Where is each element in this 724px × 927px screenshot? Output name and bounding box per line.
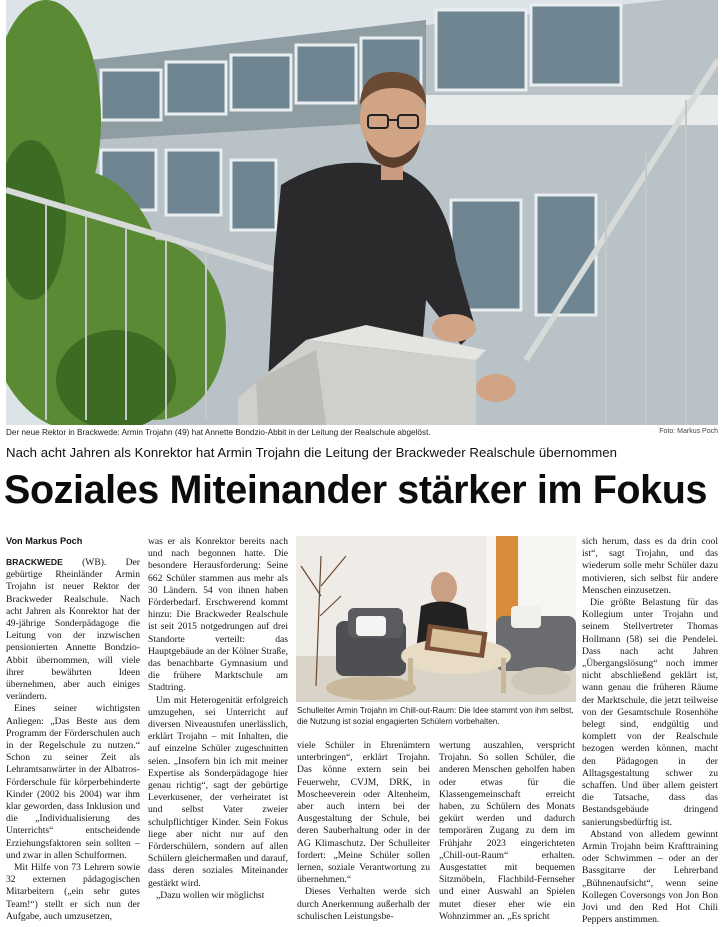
photo-caption: Der neue Rektor in Brackwede: Armin Trojahn (49) hat Annette Bondzio-Abbit in der Leitung der Realschule abgelöst.	[6, 428, 431, 437]
paragraph: Um mit Heterogenität erfolgreich umzugehen, sei Unterricht auf diversen Niveaustufen unerlässlich, erklärt Trojahn – mit Inhalten, die auf einzelne Schüler zugeschnitten seien. „Insofern bin ich mit meiner Expertise als Sonderpädagoge hier genau richtig“, sagt der gebürtige Leverkusener, der verheiratet ist und selbst Vater zweier schulpflichtiger Kinder. Sein Fokus liege aber nicht nur auf den Förderschülern, sondern auf allen Schülern gleichermaßen und darauf, dass deren soziales Miteinander gestärkt wird.	[148, 694, 288, 889]
inline-photo-caption: Schulleiter Armin Trojahn im Chill-out-Raum: Die Idee stammt von ihm selbst, die Nutzung ist sozial engagierten Schülern vorbehalten.	[297, 706, 574, 726]
paragraph: Dieses Verhalten werde sich durch Anerkennung außerhalb der schulischen Leistungsbe-	[297, 886, 430, 922]
paragraph: „Dazu wollen wir möglichst	[156, 889, 265, 901]
paragraph: viele Schüler in Ehrenämtern unterbringen“, erklärt Trojahn. Das könne extern sein bei Feuerwehr, CVJM, DRK, in Moscheeverein oder Altenheim, aber auch intern bei der Ausgestaltung der Schule, bei deren Sauberhaltung oder in der AG Klimaschutz. Der Schulleiter fordert: „Meine Schüler sollen lernen, soziale Verantwortung zu übernehmen.“	[297, 740, 430, 886]
main-photo	[6, 0, 718, 425]
article-column-5	[582, 536, 718, 927]
photo-credit: Foto: Markus Poch	[659, 428, 718, 435]
article-column-1	[6, 556, 140, 923]
article-column-4	[439, 740, 575, 923]
paragraph: Abstand von alledem gewinnt Armin Trojahn beim Krafttraining oder Schwimmen – oder an der Bassgitarre der Lehrerband „Bühnenaufsicht“, wenn seine Kollegen Coversongs von Jon Bon Jovi und den Red Hot Chili Peppers anstimmen.	[582, 828, 718, 926]
paragraph: Die größte Belastung für das Kollegium unter Trojahn und seinem Stellvertreter Thomas Hollmann (58) sei die Pendelei. Dass nach acht Jahren „Übergangslösung“ noch immer nicht abschließend geklärt ist, wann genau die früheren Räume der Marktschule, die jetzt teilweise von der Gesamtschule Rosenhöhe belegt sind, endgültig und komplett von der Realschule bezogen werden können, macht den Pädagogen in der Alltagsgestaltung schwer zu schaffen. Und über allem geistert die Tatsache, dass das Bestandsgebäude dringend sanierungsbedürftig ist.	[582, 597, 718, 828]
headline: Soziales Miteinander stärker im Fokus	[4, 468, 708, 512]
byline: Von Markus Poch	[6, 536, 83, 546]
paragraph: was er als Konrektor bereits nach und nach begonnen hatte. Die besondere Herausforderung: Seine 662 Schüler stammen aus mehr als 30 Ländern. 54 von ihnen haben Förderbedarf. Erschwerend kommt hinzu: Die Brackweder Realschule ist seit 2015 notgedrungen auf drei Standorte verteilt: das Hauptgebäude an der Kölner Straße, das benachbarte Gymnasium und die frühere Marktschule am Stadtring.	[148, 536, 288, 694]
inline-photo	[296, 536, 576, 702]
article-column-3	[297, 740, 430, 923]
paragraph: wertung auszahlen, verspricht Trojahn. So sollen Schüler, die anderen Menschen geholfen haben oder etwas für die Klassengemeinschaft erreicht haben, zu Schülern des Monats gekürt werden und dadurch temporären Zugang zu dem im Frühjahr 2023 eingerichteten „Chill-out-Raum“ erhalten. Ausgestattet mit bequemen Sitzmöbeln, Flachbild-Fernseher und einer Auswahl an Spielen mutet dieser eher wie ein Wohnzimmer an. „Es spricht	[439, 740, 575, 922]
paragraph	[6, 556, 140, 703]
dateline: BRACKWEDE	[6, 557, 63, 567]
article-column-2	[148, 536, 288, 902]
paragraph: Eines seiner wichtigsten Anliegen: „Das Beste aus dem Programm der Förderschulen auch in der Regelschule zu nutzen.“ Schon zu seiner Zeit als Lehramtsanwärter in der Albatros-Förderschule für körperbehinderte Kinder (2002 bis 2004) war ihm klar geworden, dass Inklusion und die „Individualisierung des Unterrichts“ entscheidende Erziehungsfaktoren sein sollten – und zwar in allen Schulformen.	[6, 703, 140, 861]
paragraph: sich herum, dass es da drin cool ist“, sagt Trojahn, und das wiederum solle mehr Schüler dazu motivieren, sich selbst für andere Menschen einzusetzen.	[582, 536, 718, 596]
inline-photo-illustration	[296, 536, 576, 702]
main-photo-illustration	[6, 0, 718, 425]
paragraph: Mit Hilfe von 73 Lehrern sowie 32 externen pädagogischen Mitarbeitern („ein sehr gutes Team!“) stellt er sich nun der Aufgabe, auch umzusetzen,	[6, 862, 140, 922]
paragraph-text: (WB). Der gebürtige Rheinländer Armin Trojahn ist neuer Rektor der Brackweder Realschule. Nach acht Jahren als Konrektor hat der 49-jährige Sonderpädagoge die Leitung von der inzwischen pensionierten Annette Bondzio-Abbit übernommen, will viele ihrer bewährten Ideen übernehmen, aber auch einiges verändern.	[6, 557, 140, 703]
kicker: Nach acht Jahren als Konrektor hat Armin Trojahn die Leitung der Brackweder Realschule übernommen	[6, 445, 618, 460]
photo-caption-row	[6, 428, 718, 442]
